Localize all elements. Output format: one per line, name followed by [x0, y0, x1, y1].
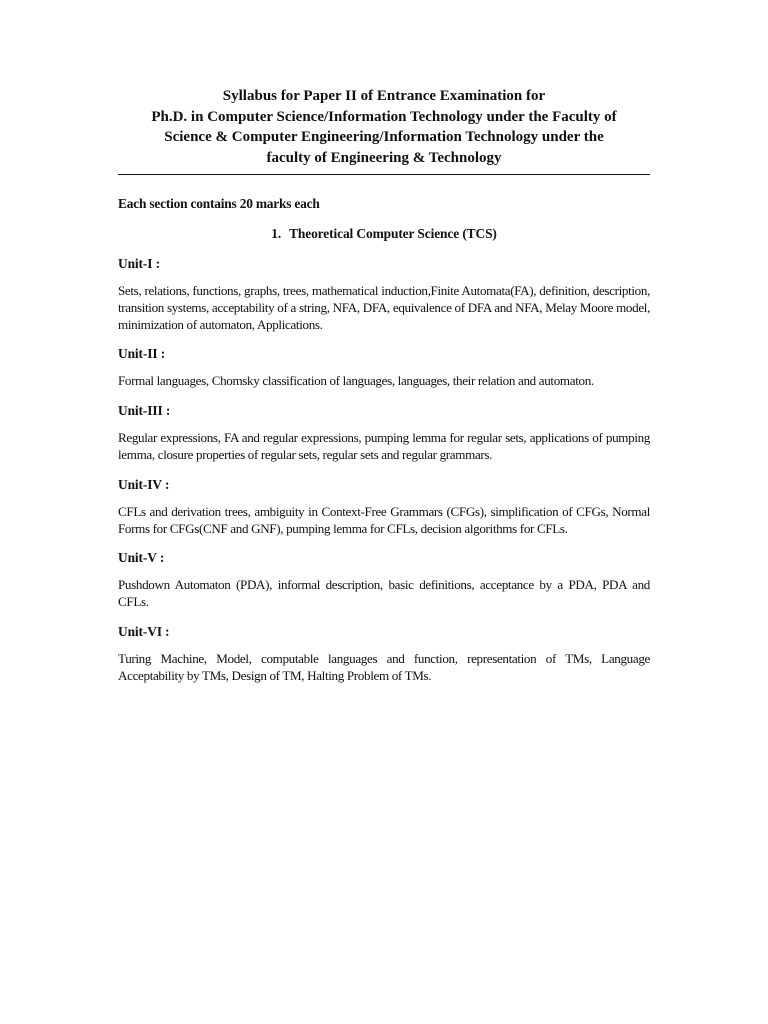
section-title: Theoretical Computer Science (TCS) [289, 226, 497, 241]
unit-heading: Unit-V : [118, 550, 165, 566]
unit-2 [118, 345, 650, 390]
title-line: faculty of Engineering & Technology [266, 149, 502, 166]
unit-description: Turing Machine, Model, computable languages and function, representation of TMs, Language Acceptability by TMs, Design of TM, Halting Problem of TMs. [118, 650, 650, 683]
unit-description: Formal languages, Chomsky classification of languages, languages, their relation and automaton. [118, 373, 594, 389]
unit-6 [118, 623, 650, 685]
title-line: Ph.D. in Computer Science/Information Technology under the Faculty of [151, 108, 617, 125]
section-heading [118, 225, 650, 243]
unit-description: CFLs and derivation trees, ambiguity in Context-Free Grammars (CFGs), simplification of CFGs, Normal Forms for CFGs(CNF and GNF), pumping lemma for CFLs, decision algorithms for CFLs. [118, 503, 650, 536]
unit-4 [118, 476, 650, 538]
unit-description: Sets, relations, functions, graphs, trees, mathematical induction,Finite Automata(FA), definition, description, transition systems, acceptability of a string, NFA, DFA, equivalence of DFA and NFA, Melay Moore model, minimization of automaton, Applications. [118, 283, 650, 332]
unit-heading: Unit-III : [118, 403, 171, 419]
document-title [118, 86, 650, 168]
unit-description: Pushdown Automaton (PDA), informal description, basic definitions, acceptance by a PDA, PDA and CFLs. [118, 577, 650, 610]
unit-heading: Unit-I : [118, 256, 160, 271]
marks-note: Each section contains 20 marks each [118, 196, 320, 211]
unit-description: Regular expressions, FA and regular expressions, pumping lemma for regular sets, applications of pumping lemma, closure properties of regular sets, regular sets and regular grammars. [118, 430, 650, 462]
title-divider [118, 174, 650, 175]
unit-heading: Unit-VI : [118, 623, 170, 639]
title-line: Science & Computer Engineering/Information Technology under the [164, 129, 604, 145]
unit-5 [118, 549, 650, 611]
section-number: 1. [271, 226, 282, 241]
unit-1 [118, 255, 650, 333]
syllabus-page [118, 86, 650, 685]
unit-heading: Unit-II : [118, 346, 166, 362]
unit-3 [118, 402, 650, 464]
title-line: Syllabus for Paper II of Entrance Examination for [222, 88, 546, 104]
unit-heading: Unit-IV : [118, 476, 170, 492]
